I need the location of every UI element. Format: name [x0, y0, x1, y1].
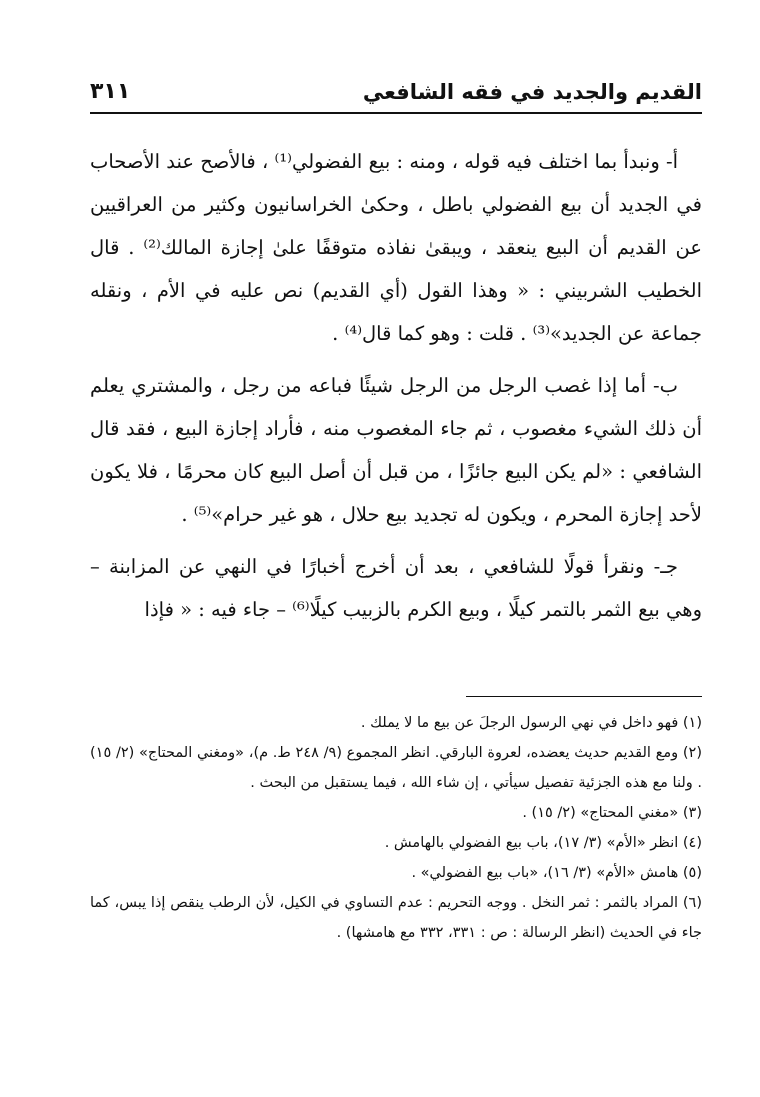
footnote-2: (٢) ومع القديم حديث يعضده، لعروة البارقي. انظر المجموع (٩/ ٢٤٨ ط. م)، «ومغني المحتاج» (٢/ ١٥) . ولنا مع هذه الجزئية تفصيل سيأتي ، إن شاء الله ، فيما يستقبل من البحث . [90, 745, 702, 791]
main-text [90, 140, 702, 640]
footnote-separator [466, 696, 702, 697]
page-number: ٣١١ [90, 79, 131, 104]
paragraph-c: جـ- ونقرأ قولًا للشافعي ، بعد أن أخرج أخبارًا في النهي عن المزابنة – وهي بيع الثمر بالتمر كيلًا ، وبيع الكرم بالزبيب كيلًا⁽⁶⁾ – جاء فيه : « فإذا [90, 555, 702, 621]
footnote-6: (٦) المراد بالثمر : ثمر النخل . ووجه التحريم : عدم التساوي في الكيل، لأن الرطب ينقص إذا يبس، كما جاء في الحديث (انظر الرسالة : ص : ٣٣١، ٣٣٢ مع هامشها) . [90, 895, 702, 941]
footnote-4: (٤) انظر «الأم» (٣/ ١٧)، باب بيع الفضولي بالهامش . [384, 835, 702, 851]
header-rule [90, 112, 702, 114]
footnotes [90, 708, 702, 948]
running-title: القديم والجديد في فقه الشافعي [362, 80, 702, 104]
paragraph-b: ب- أما إذا غصب الرجل من الرجل شيئًا فباعه من رجل ، والمشتري يعلم أن ذلك الشيء مغصوب ، ثم جاء المغصوب منه ، فأراد إجازة البيع ، فقد قال الشافعي : «لم يكن البيع جائزًا ، من قبل أن أصل البيع كان محرمًا ، فلا يكون لأحد إجازة المحرم ، ويكون له تجديد بيع حلال ، هو غير حرام»⁽⁵⁾ . [90, 374, 702, 526]
footnote-5: (٥) هامش «الأم» (٣/ ١٦)، «باب بيع الفضولي» . [411, 865, 702, 881]
page-header [90, 76, 702, 112]
footnote-3: (٣) «مغني المحتاج» (٢/ ١٥) . [522, 805, 702, 821]
paragraph-a: أ- ونبدأ بما اختلف فيه قوله ، ومنه : بيع الفضولي⁽¹⁾ ، فالأصح عند الأصحاب في الجديد أن بيع الفضولي باطل ، وحكىٰ الخراسانيون وكثير من العراقيين عن القديم أن البيع ينعقد ، ويبقىٰ نفاذه متوقفًا علىٰ إجازة المالك⁽²⁾ . قال الخطيب الشربيني : « وهذا القول (أي القديم) نص عليه في الأم ، ونقله جماعة عن الجديد»⁽³⁾ . قلت : وهو كما قال⁽⁴⁾ . [90, 150, 702, 345]
footnote-1: (١) فهو داخل في نهي الرسول الرجلَ عن بيع ما لا يملك . [360, 715, 702, 731]
